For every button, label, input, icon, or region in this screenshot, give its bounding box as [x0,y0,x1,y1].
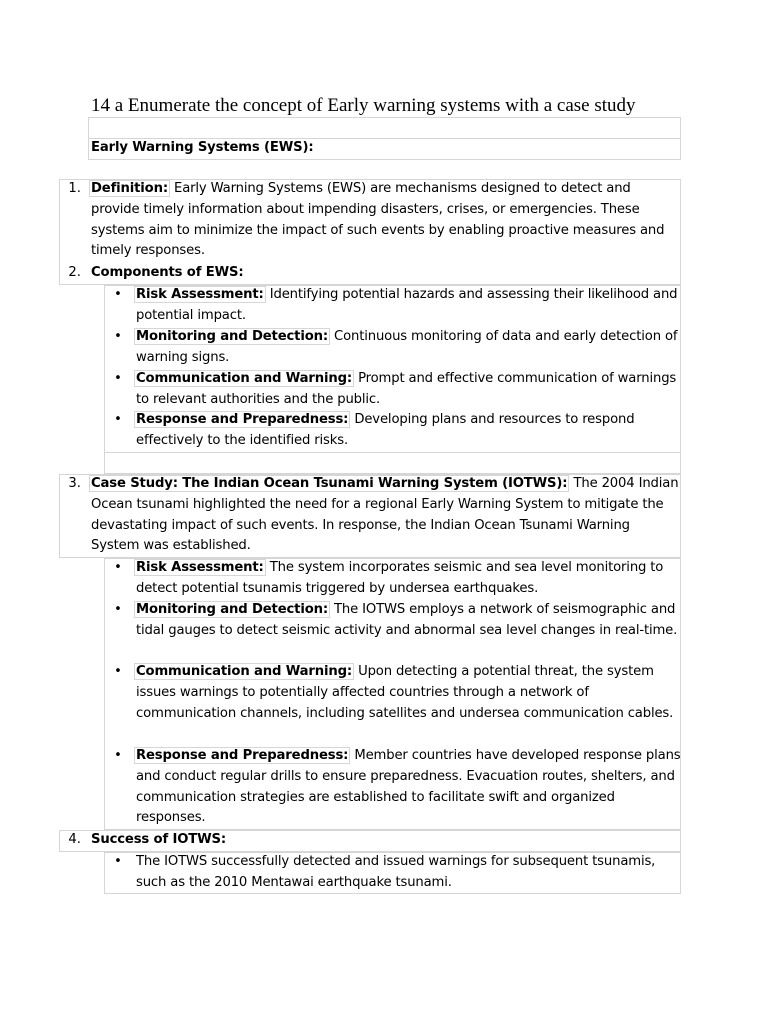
bullet-text: Member countries have developed response plans and conduct regular drills to ensure preparedness. Evacuation routes, shelters, and communication strategies are established to facilitate swift and organized responses. [136,748,681,826]
success-label: Success of IOTWS: [91,832,227,847]
bullet-icon: • [114,854,122,869]
list-item [136,369,681,411]
list-item [136,662,681,724]
bullet-text: The system incorporates seismic and sea level monitoring to detect potential tsunamis triggered by undersea earthquakes. [136,560,664,596]
bullet-text: Prompt and effective communication of warnings to relevant authorities and the public. [136,371,677,407]
components-label: Components of EWS: [91,265,244,280]
bullet-text: Upon detecting a potential threat, the system issues warnings to potentially affected countries through a network of communication channels, including satellites and undersea communication cables. [136,664,674,721]
list-number-3: 3. [68,476,81,491]
section-heading-text: Early Warning Systems (EWS): [91,140,314,155]
list-item [136,410,681,452]
spacer-box [104,452,681,474]
list-item [136,327,681,369]
list-item [136,600,681,642]
section-heading [91,138,681,159]
heading-spacer-box [88,117,681,139]
list-number-2: 2. [68,265,81,280]
bullet-text: Identifying potential hazards and assessing their likelihood and potential impact. [136,287,678,323]
bullet-label: Response and Preparedness: [136,412,349,427]
bullet-icon: • [114,329,122,344]
bullet-text: The IOTWS employs a network of seismographic and tidal gauges to detect seismic activity and abnormal sea level changes in real-time. [136,602,678,638]
definition-paragraph [91,179,681,262]
success-heading [91,830,681,851]
bullet-label: Monitoring and Detection: [136,329,328,344]
bullet-text: Continuous monitoring of data and early detection of warning signs. [136,329,678,365]
list-item [136,558,681,600]
bullet-icon: • [114,664,122,679]
bullet-icon: • [114,371,122,386]
bullet-icon: • [114,287,122,302]
bullet-icon: • [114,412,122,427]
bullet-icon: • [114,560,122,575]
bullet-label: Risk Assessment: [136,287,264,302]
list-item [136,285,681,327]
page-title: 14 a Enumerate the concept of Early warning systems with a case study [91,95,636,116]
bullet-text: The IOTWS successfully detected and issued warnings for subsequent tsunamis, such as the 2010 Mentawai earthquake tsunami. [136,854,656,890]
case-study-label: Case Study: The Indian Ocean Tsunami Warning System (IOTWS): [91,476,568,491]
bullet-label: Response and Preparedness: [136,748,349,763]
list-number-4: 4. [68,832,81,847]
definition-text: Early Warning Systems (EWS) are mechanisms designed to detect and provide timely information about impending disasters, crises, or emergencies. These systems aim to minimize the impact of such events by enabling proactive measures and timely responses. [91,181,665,259]
case-study-text: The 2004 Indian Ocean tsunami highlighted the need for a regional Early Warning System to mitigate the devastating impact of such events. In response, the Indian Ocean Tsunami Warning System was established. [91,476,679,554]
list-item [136,746,681,829]
list-number-1: 1. [68,181,81,196]
bullet-label: Risk Assessment: [136,560,264,575]
list-item [136,852,681,894]
bullet-text: Developing plans and resources to respond effectively to the identified risks. [136,412,635,448]
bullet-label: Monitoring and Detection: [136,602,328,617]
bullet-icon: • [114,748,122,763]
bullet-icon: • [114,602,122,617]
components-heading [91,263,681,284]
definition-label: Definition: [91,181,168,196]
bullet-label: Communication and Warning: [136,371,353,386]
bullet-label: Communication and Warning: [136,664,353,679]
case-study-paragraph [91,474,681,557]
